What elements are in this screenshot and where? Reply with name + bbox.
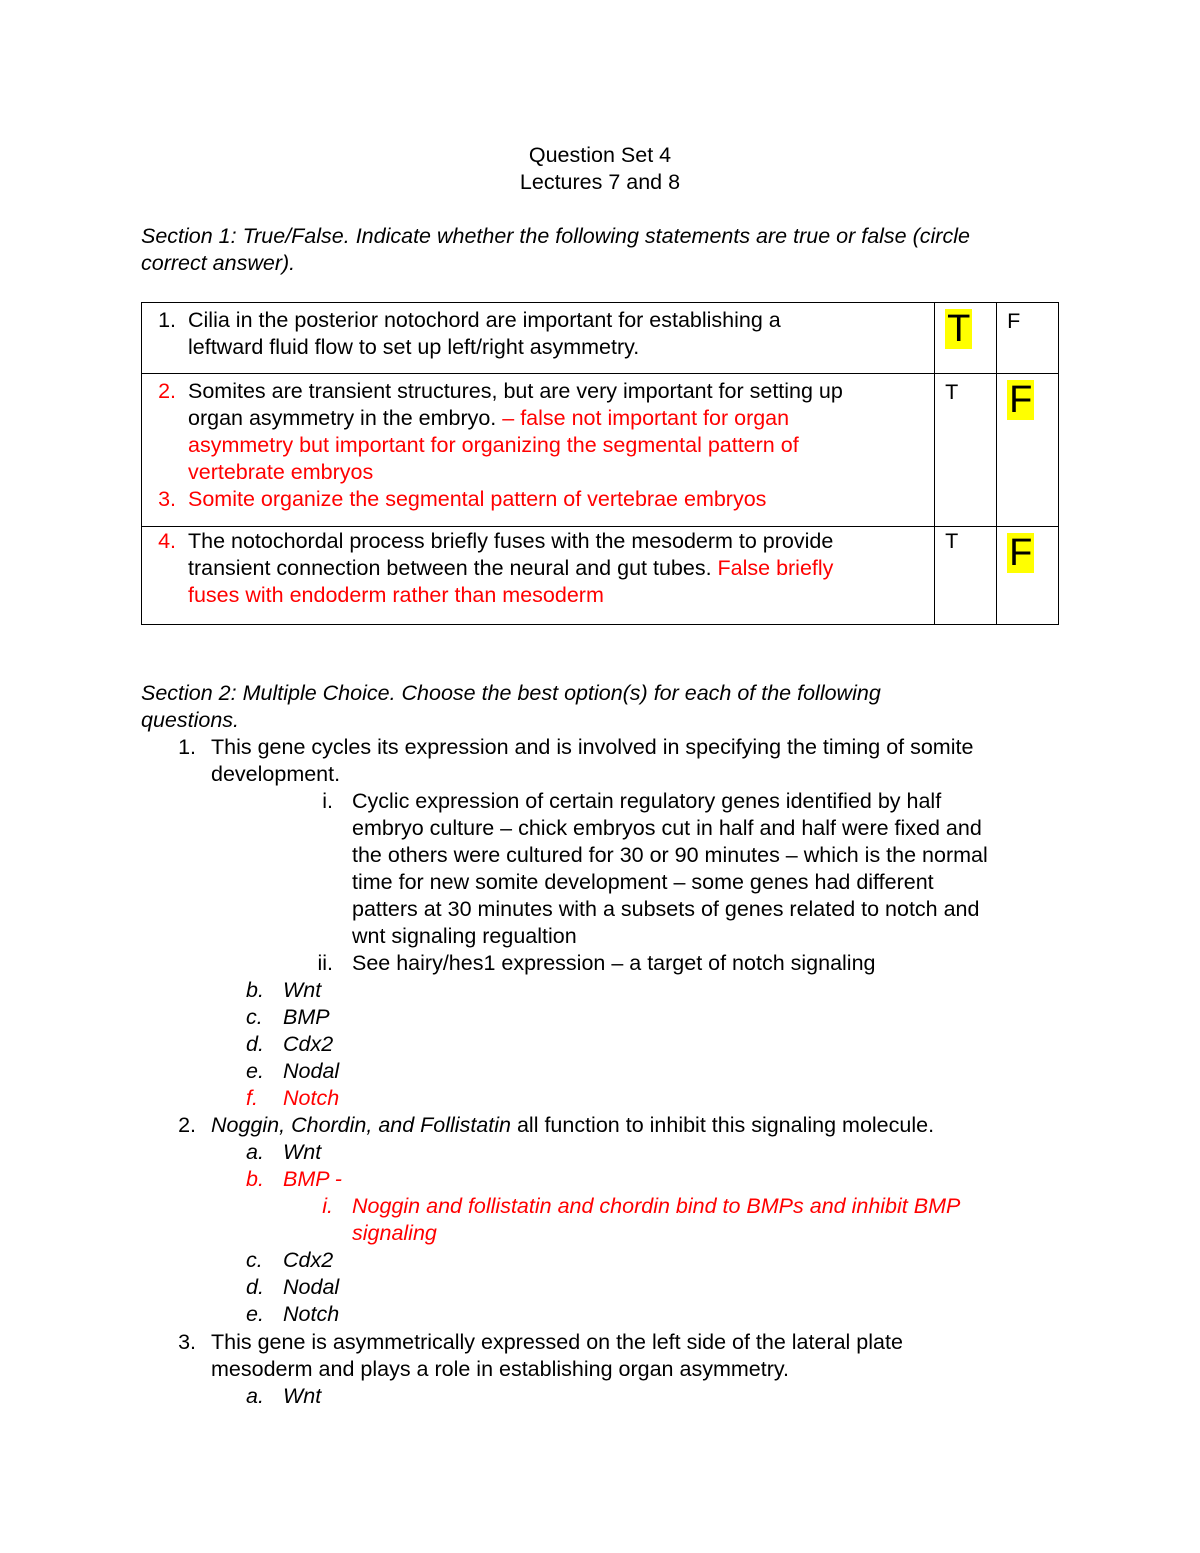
section2-instruction: Section 2: Multiple Choice. Choose the best option(s) for each of the following [141, 681, 881, 705]
question-text: organ asymmetry in the embryo. [188, 406, 497, 430]
sub-item-text: Cyclic expression of certain regulatory genes identified by half [352, 789, 942, 813]
answer-note: Somite organize the segmental pattern of vertebrae embryos [188, 487, 767, 511]
option-text[interactable]: Cdx2 [283, 1032, 334, 1056]
mc-question-number: 2. [178, 1113, 196, 1137]
mc-question-text: This gene is asymmetrically expressed on the left side of the lateral plate [211, 1330, 903, 1354]
question-text: transient connection between the neural and gut tubes. [188, 556, 712, 580]
option-letter: a. [246, 1140, 264, 1164]
sub-item-number: i. [322, 1194, 333, 1218]
question-number: 3. [158, 487, 176, 511]
option-text[interactable]: Cdx2 [283, 1248, 334, 1272]
question-cell [142, 374, 935, 527]
sub-item-number: ii. [317, 951, 333, 975]
true-cell [935, 303, 997, 374]
option-letter: e. [246, 1059, 264, 1083]
false-answer-highlighted[interactable]: F [1009, 532, 1033, 574]
true-answer-highlighted[interactable]: T [947, 308, 971, 350]
answer-note: vertebrate embryos [188, 460, 374, 484]
option-text[interactable]: Nodal [283, 1059, 340, 1083]
sub-item-text: Noggin and follistatin and chordin bind to BMPs and inhibit BMP [352, 1194, 961, 1218]
mc-question-text: development. [211, 762, 341, 786]
answer-note: – false not important for organ [496, 406, 790, 430]
mc-question-text: Noggin, Chordin, and Follistatin all function to inhibit this signaling molecule. [211, 1113, 935, 1137]
option-text-correct[interactable]: Notch [283, 1086, 340, 1110]
option-text[interactable]: BMP [283, 1005, 330, 1029]
option-letter: a. [246, 1384, 264, 1408]
table-row [142, 374, 1059, 527]
true-answer[interactable]: T [945, 380, 959, 404]
true-cell [935, 374, 997, 527]
question-cell [142, 303, 935, 374]
question-text: Somites are transient structures, but are very important for setting up [188, 379, 843, 403]
sub-item-text: time for new somite development – some genes had different [352, 870, 934, 894]
mc-question-number: 1. [178, 735, 196, 759]
answer-note: asymmetry but important for organizing the segmental pattern of [188, 433, 799, 457]
option-text[interactable]: Wnt [283, 1384, 322, 1408]
option-letter: b. [246, 978, 264, 1002]
table-row [142, 527, 1059, 625]
sub-item-text: the others were cultured for 30 or 90 minutes – which is the normal [352, 843, 988, 867]
question-number: 1. [158, 308, 176, 332]
option-text[interactable]: Nodal [283, 1275, 340, 1299]
true-answer[interactable]: T [945, 529, 959, 553]
page-subtitle: Lectures 7 and 8 [519, 170, 681, 194]
sub-item-text: signaling [352, 1221, 437, 1245]
mc-question-number: 3. [178, 1330, 196, 1354]
option-letter: e. [246, 1302, 264, 1326]
question-text: Cilia in the posterior notochord are important for establishing a [188, 308, 781, 332]
answer-note: fuses with endoderm rather than mesoderm [188, 583, 604, 607]
false-cell [997, 303, 1059, 374]
question-text: leftward fluid flow to set up left/right asymmetry. [188, 335, 640, 359]
answer-note: False briefly [711, 556, 834, 580]
question-number: 4. [158, 529, 176, 553]
option-letter: d. [246, 1032, 264, 1056]
false-answer-highlighted[interactable]: F [1009, 379, 1033, 421]
false-cell [997, 527, 1059, 625]
mc-question-text: mesoderm and plays a role in establishing organ asymmetry. [211, 1357, 789, 1381]
option-text[interactable]: Notch [283, 1302, 340, 1326]
option-text[interactable]: Wnt [283, 978, 322, 1002]
option-letter: d. [246, 1275, 264, 1299]
true-cell [935, 527, 997, 625]
option-text-correct[interactable]: BMP - [283, 1167, 342, 1191]
false-answer[interactable]: F [1007, 309, 1021, 333]
question-number: 2. [158, 379, 176, 403]
section1-instruction-cont: correct answer). [141, 251, 296, 275]
sub-item-text: patters at 30 minutes with a subsets of genes related to notch and [352, 897, 980, 921]
option-letter: c. [246, 1005, 263, 1029]
section2-instruction-cont: questions. [141, 708, 240, 732]
option-letter-correct: f. [246, 1086, 258, 1110]
option-letter-correct: b. [246, 1167, 264, 1191]
mc-question-text: This gene cycles its expression and is involved in specifying the timing of somite [211, 735, 974, 759]
sub-item-text: wnt signaling regualtion [352, 924, 577, 948]
sub-item-text: See hairy/hes1 expression – a target of notch signaling [352, 951, 876, 975]
option-text[interactable]: Wnt [283, 1140, 322, 1164]
table-row [142, 303, 1059, 374]
false-cell [997, 374, 1059, 527]
section1-instruction: Section 1: True/False. Indicate whether the following statements are true or false (circle [141, 224, 970, 248]
sub-item-number: i. [322, 789, 333, 813]
question-text: The notochordal process briefly fuses with the mesoderm to provide [188, 529, 834, 553]
option-letter: c. [246, 1248, 263, 1272]
true-false-table [141, 302, 1059, 625]
sub-item-text: embryo culture – chick embryos cut in half and half were fixed and [352, 816, 982, 840]
page-title: Question Set 4 [528, 143, 672, 167]
question-cell [142, 527, 935, 625]
